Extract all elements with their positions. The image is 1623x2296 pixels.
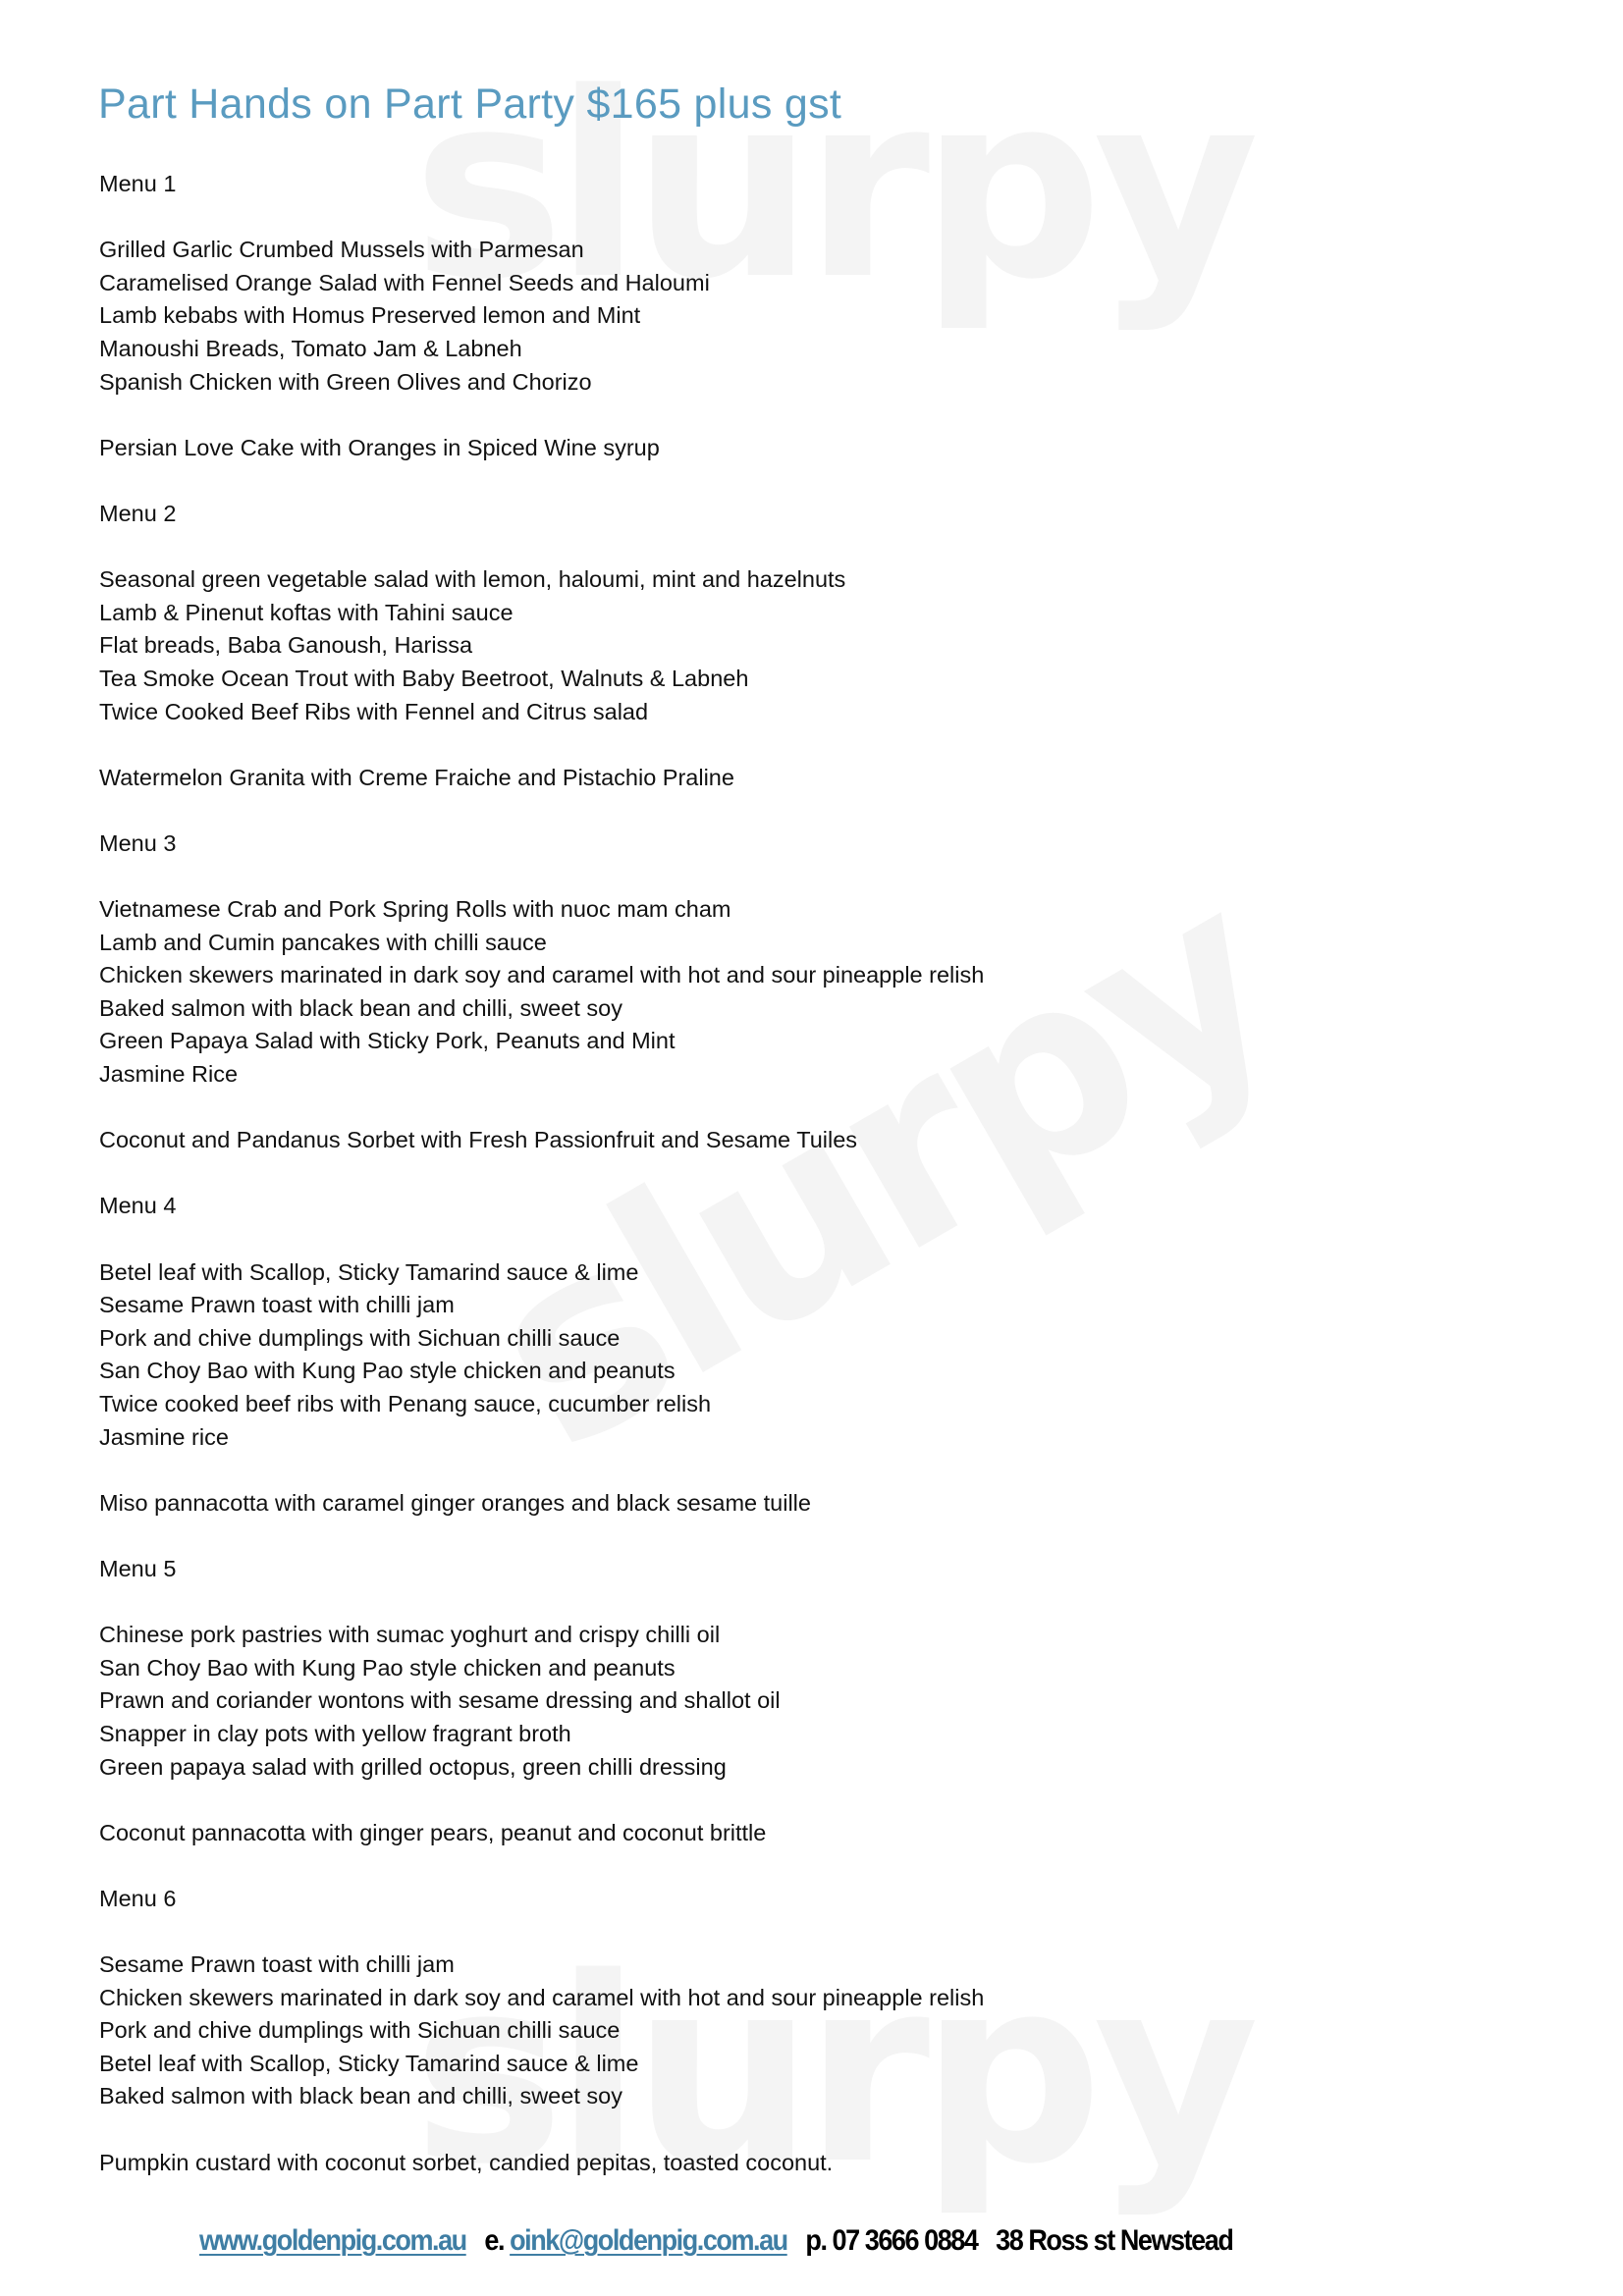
menu-item: Green Papaya Salad with Sticky Pork, Peanuts and Mint	[99, 1028, 676, 1054]
menu-item: Jasmine Rice	[99, 1061, 239, 1088]
menu-item: Jasmine rice	[99, 1423, 229, 1450]
menu-item: San Choy Bao with Kung Pao style chicken and peanuts	[99, 1358, 676, 1384]
menu-item: Pork and chive dumplings with Sichuan chilli sauce	[99, 2017, 621, 2044]
menu-item: Prawn and coriander wontons with sesame dressing and shallot oil	[99, 1687, 781, 1714]
menu-item: Tea Smoke Ocean Trout with Baby Beetroot, Walnuts & Labneh	[99, 665, 749, 691]
menu-dessert: Watermelon Granita with Creme Fraiche and Pistachio Praline	[99, 764, 734, 790]
menu-list	[99, 168, 984, 2213]
menu-item: Chinese pork pastries with sumac yoghurt and crispy chilli oil	[99, 1622, 721, 1648]
menu-item: Twice Cooked Beef Ribs with Fennel and Citrus salad	[99, 698, 649, 724]
menu-title: Menu 3	[99, 829, 177, 856]
menu-section	[99, 828, 984, 1157]
menu-title: Menu 5	[99, 1555, 177, 1581]
menu-item: Spanish Chicken with Green Olives and Chorizo	[99, 368, 592, 395]
menu-item: Lamb & Pinenut koftas with Tahini sauce	[99, 599, 514, 625]
menu-item: Betel leaf with Scallop, Sticky Tamarind sauce & lime	[99, 1258, 639, 1285]
menu-item: Seasonal green vegetable salad with lemon, haloumi, mint and hazelnuts	[99, 566, 846, 593]
menu-item: Manoushi Breads, Tomato Jam & Labneh	[99, 335, 522, 361]
menu-dessert: Miso pannacotta with caramel ginger oranges and black sesame tuille	[99, 1489, 811, 1516]
email-link[interactable]: oink@goldenpig.com.au	[510, 2224, 787, 2257]
menu-item: Lamb and Cumin pancakes with chilli sauce	[99, 929, 547, 955]
menu-item: Twice cooked beef ribs with Penang sauce, cucumber relish	[99, 1390, 712, 1416]
menu-item: Flat breads, Baba Ganoush, Harissa	[99, 632, 473, 659]
menu-title: Menu 4	[99, 1193, 177, 1219]
menu-section	[99, 168, 984, 464]
footer	[199, 2224, 1232, 2258]
menu-title: Menu 6	[99, 1885, 177, 1911]
menu-section	[99, 1190, 984, 1520]
menu-item: Baked salmon with black bean and chilli, sweet soy	[99, 994, 622, 1021]
menu-section	[99, 498, 984, 794]
menu-item: Grilled Garlic Crumbed Mussels with Parmesan	[99, 237, 584, 263]
address: 38 Ross st Newstead	[996, 2224, 1233, 2257]
menu-item: Baked salmon with black bean and chilli, sweet soy	[99, 2083, 622, 2109]
menu-item: Pork and chive dumplings with Sichuan chilli sauce	[99, 1324, 621, 1351]
menu-title: Menu 1	[99, 171, 177, 196]
menu-section	[99, 1553, 984, 1849]
menu-dessert: Pumpkin custard with coconut sorbet, candied pepitas, toasted coconut.	[99, 2149, 834, 2175]
phone: p. 07 3666 0884	[805, 2224, 978, 2257]
menu-section	[99, 1883, 984, 2179]
menu-item: Betel leaf with Scallop, Sticky Tamarind sauce & lime	[99, 2050, 639, 2076]
menu-item: San Choy Bao with Kung Pao style chicken and peanuts	[99, 1654, 676, 1681]
menu-item: Sesame Prawn toast with chilli jam	[99, 1951, 455, 1978]
menu-title: Menu 2	[99, 500, 177, 526]
menu-item: Snapper in clay pots with yellow fragrant broth	[99, 1720, 571, 1746]
menu-dessert: Coconut pannacotta with ginger pears, peanut and coconut brittle	[99, 1819, 767, 1845]
menu-item: Green papaya salad with grilled octopus, green chilli dressing	[99, 1753, 727, 1780]
menu-item: Lamb kebabs with Homus Preserved lemon and Mint	[99, 302, 641, 329]
email-label: e.	[484, 2224, 505, 2257]
menu-item: Vietnamese Crab and Pork Spring Rolls with nuoc mam cham	[99, 896, 731, 923]
website-link[interactable]: www.goldenpig.com.au	[199, 2224, 466, 2257]
menu-item: Sesame Prawn toast with chilli jam	[99, 1292, 455, 1318]
page-title: Part Hands on Part Party $165 plus gst	[98, 80, 842, 128]
menu-item: Chicken skewers marinated in dark soy and caramel with hot and sour pineapple relish	[99, 962, 985, 988]
menu-dessert: Persian Love Cake with Oranges in Spiced Wine syrup	[99, 434, 660, 460]
menu-item: Caramelised Orange Salad with Fennel Seeds and Haloumi	[99, 269, 710, 295]
menu-dessert: Coconut and Pandanus Sorbet with Fresh Passionfruit and Sesame Tuiles	[99, 1127, 858, 1153]
menu-item: Chicken skewers marinated in dark soy and caramel with hot and sour pineapple relish	[99, 1984, 985, 2010]
